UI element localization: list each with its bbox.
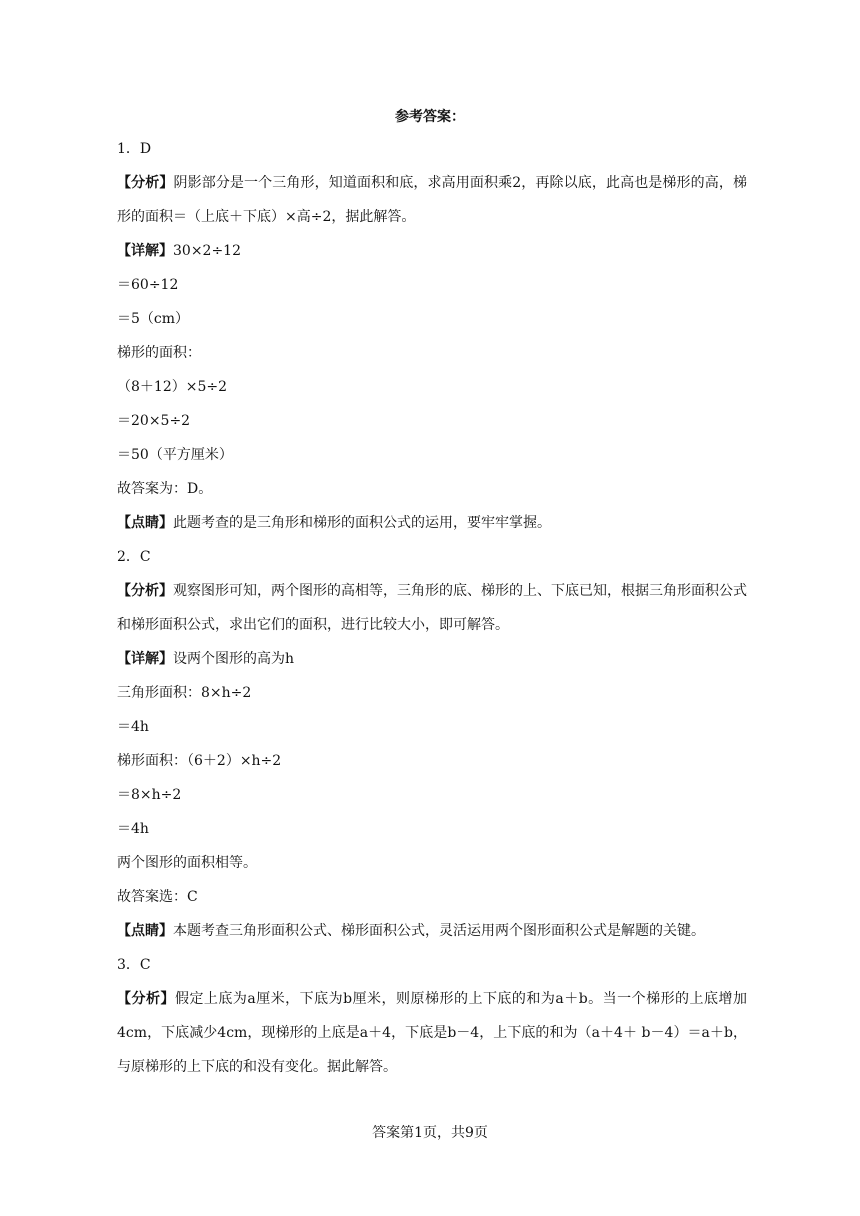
q2-step: 三角形面积：8×h÷2 [117, 685, 252, 701]
point-tag: 【点睛】 [117, 515, 173, 531]
q2-point-text: 本题考查三角形面积公式、梯形面积公式，灵活运用两个图形面积公式是解题的关键。 [173, 923, 705, 939]
analysis-tag: 【分析】 [117, 175, 174, 191]
analysis-tag: 【分析】 [117, 583, 173, 599]
q1-detail [117, 234, 747, 268]
q3-analysis [117, 982, 747, 1084]
q2-step: 两个图形的面积相等。 [117, 855, 257, 871]
q2-step: ＝4h [117, 719, 149, 735]
q1-detail-first: 30×2÷12 [173, 243, 241, 259]
q1-step: 梯形的面积： [117, 345, 201, 361]
analysis-tag: 【分析】 [117, 991, 175, 1007]
page-footer: 答案第1页，共9页 [372, 1125, 488, 1141]
q1-step: ＝60÷12 [117, 277, 179, 293]
q1-step: ＝50（平方厘米） [117, 447, 233, 463]
detail-tag: 【详解】 [117, 651, 173, 667]
q2-analysis [117, 574, 747, 642]
q1-conclusion: 故答案为：D。 [117, 481, 213, 497]
q1-step: ＝5（cm） [117, 311, 190, 327]
q1-step: ＝20×5÷2 [117, 413, 191, 429]
q1-analysis-text: 阴影部分是一个三角形，知道面积和底，求高用面积乘2，再除以底，此高也是梯形的高，梯形的面积＝（上底＋下底）×高÷2，据此解答。 [117, 175, 748, 225]
q1-answer-head: 1．D [117, 141, 152, 157]
q2-conclusion: 故答案选：C [117, 889, 198, 905]
q2-step: 梯形面积：（6＋2）×h÷2 [117, 753, 282, 769]
q1-analysis [117, 166, 747, 234]
point-tag: 【点睛】 [117, 923, 173, 939]
detail-tag: 【详解】 [117, 243, 173, 259]
q3-answer-head: 3．C [117, 957, 151, 973]
q1-step: （8＋12）×5÷2 [117, 379, 227, 395]
q2-answer-head: 2．C [117, 549, 151, 565]
q2-step: ＝8×h÷2 [117, 787, 182, 803]
q3-analysis-text: 假定上底为a厘米，下底为b厘米，则原梯形的上下底的和为a＋b。当一个梯形的上底增加4cm，下底减少4cm，现梯形的上底是a＋4，下底是b－4，上下底的和为（a＋4＋ b－4）＝a＋b，与原梯形的上下底的和没有变化。据此解答。 [117, 991, 747, 1075]
page-title: 参考答案： [395, 109, 465, 125]
q2-point [117, 914, 747, 948]
q2-step: ＝4h [117, 821, 149, 837]
q2-analysis-text: 观察图形可知，两个图形的高相等，三角形的底、梯形的上、下底已知，根据三角形面积公式和梯形面积公式，求出它们的面积，进行比较大小，即可解答。 [117, 583, 747, 633]
q1-point [117, 506, 747, 540]
q1-point-text: 此题考查的是三角形和梯形的面积公式的运用，要牢牢掌握。 [173, 515, 551, 531]
q2-detail [117, 642, 747, 676]
answer-content [117, 132, 747, 1084]
q2-detail-first: 设两个图形的高为h [173, 651, 295, 667]
